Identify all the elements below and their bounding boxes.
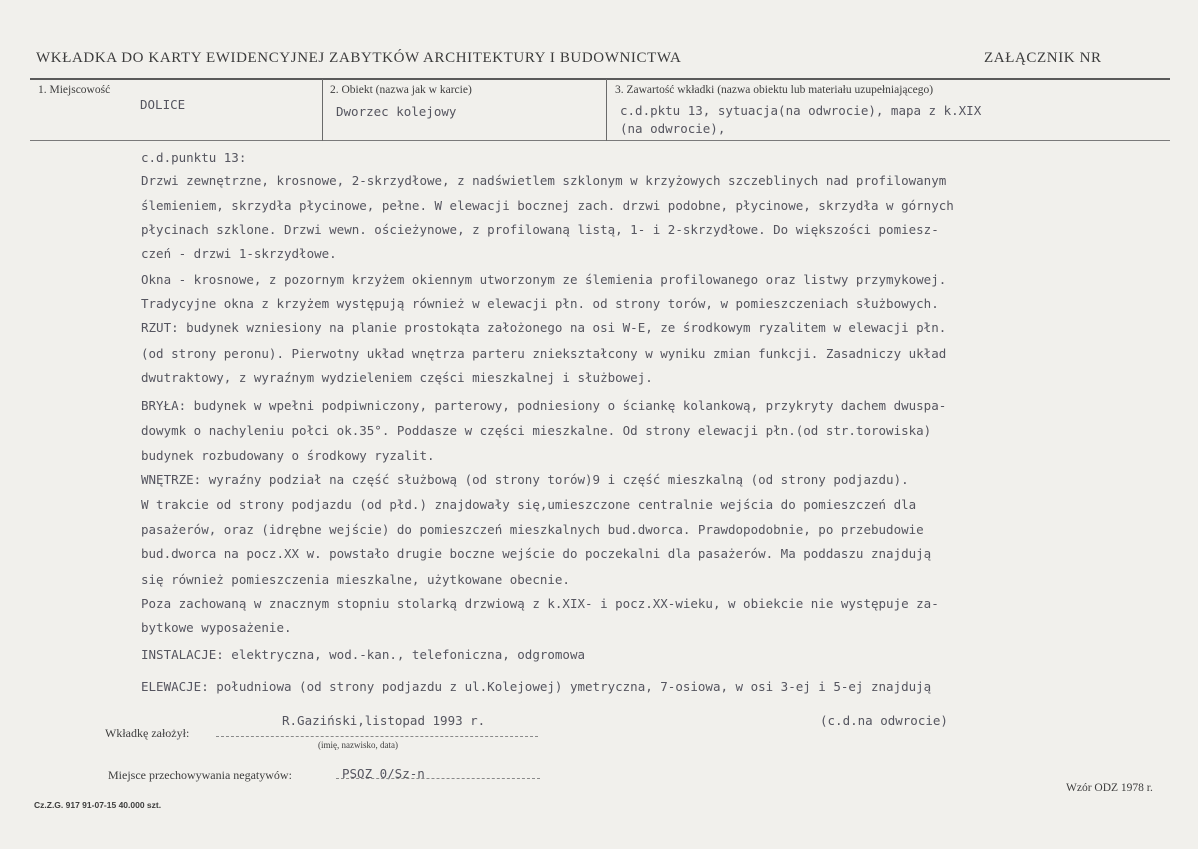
form-title: WKŁADKA DO KARTY EWIDENCYJNEJ ZABYTKÓW ARCHITEKTURY I BUDOWNICTWA	[36, 50, 682, 66]
author-label: Wkładkę założył:	[105, 726, 190, 740]
body-line: W trakcie od strony podjazdu (od płd.) znajdowały się,umieszczone centralnie wejścia do pomieszczeń dla	[141, 497, 917, 512]
body-line: WNĘTRZE: wyraźny podział na część służbową (od strony torów)9 i część mieszkalną (od strony podjazdu).	[141, 472, 909, 487]
print-info: Cz.Z.G. 917 91-07-15 40.000 szt.	[34, 800, 162, 810]
body-line: BRYŁA: budynek w wpełni podpiwniczony, parterowy, podniesiony o ściankę kolankową, przykryty dachem dwuspa-	[141, 398, 947, 413]
body-line: czeń - drzwi 1-skrzydłowe.	[141, 246, 337, 261]
author-value: R.Gaziński,listopad 1993 r.	[282, 713, 486, 728]
body-line: bytkowe wyposażenie.	[141, 620, 292, 635]
body-line: Okna - krosnowe, z pozornym krzyżem okiennym utworzonym ze ślemienia profilowanego oraz listwy przymykowej.	[141, 272, 947, 287]
body-line: INSTALACJE: elektryczna, wod.-kan., telefoniczna, odgromowa	[141, 647, 586, 662]
author-hint: (imię, nazwisko, data)	[318, 740, 398, 750]
body-line: c.d.punktu 13:	[141, 150, 247, 165]
body-line: się również pomieszczenia mieszkalne, użytkowane obecnie.	[141, 572, 570, 587]
negatives-value: PSOZ 0/Sz-n	[342, 766, 425, 781]
object-label: 2. Obiekt (nazwa jak w karcie)	[330, 84, 472, 96]
body-line: Tradycyjne okna z krzyżem występują również w elewacji płn. od strony torów, w pomieszczeniach służbowych.	[141, 296, 939, 311]
body-line: budynek rozbudowany o środkowy ryzalit.	[141, 448, 435, 463]
negatives-dotted-line	[336, 778, 540, 779]
fields-bottom-rule	[30, 140, 1170, 141]
contents-label: 3. Zawartość wkładki (nazwa obiektu lub materiału uzupełniającego)	[615, 84, 934, 96]
body-line: dowymk o nachyleniu połci ok.35°. Poddasze w części mieszkalne. Od strony elewacji płn.(od str.torowiska)	[141, 423, 932, 438]
body-line: Drzwi zewnętrzne, krosnowe, 2-skrzydłowe, z nadświetlem szklonym w krzyżowych szczeblinych nad profilowanym	[141, 173, 947, 188]
annex-label: ZAŁĄCZNIK NR	[984, 50, 1102, 66]
body-line: płycinach szklone. Drzwi wewn. ościeżynowe, z profilowaną listą, 1- i 2-skrzydłowe. Do większości pomiesz-	[141, 222, 939, 237]
contents-value-line-1: c.d.pktu 13, sytuacja(na odwrocie), mapa z k.XIX	[620, 103, 982, 118]
body-line: pasażerów, oraz (idrębne wejście) do pomieszczeń mieszkalnych bud.dworca. Prawdopodobnie, po przebudowie	[141, 522, 924, 537]
body-line: Poza zachowaną w znacznym stopniu stolarką drzwiową z k.XIX- i pocz.XX-wieku, w obiekcie nie występuje za-	[141, 596, 939, 611]
field-divider-1	[322, 79, 323, 141]
object-value: Dworzec kolejowy	[336, 104, 457, 119]
field-divider-2	[606, 79, 607, 141]
continued-note: (c.d.na odwrocie)	[820, 713, 948, 728]
body-line: ślemieniem, skrzydła płycinowe, pełne. W elewacji bocznej zach. drzwi podobne, płycinowe, skrzydła w górnych	[141, 198, 954, 213]
negatives-label: Miejsce przechowywania negatywów:	[108, 768, 292, 782]
body-line: (od strony peronu). Pierwotny układ wnętrza parteru zniekształcony w wyniku zmian funkcji. Zasadniczy układ	[141, 346, 947, 361]
body-line: RZUT: budynek wzniesiony na planie prostokąta założonego na osi W-E, ze środkowym ryzalitem w elewacji płn.	[141, 320, 947, 335]
contents-value-line-2: (na odwrocie),	[620, 121, 726, 136]
top-rule	[30, 78, 1170, 80]
body-line: bud.dworca na pocz.XX w. powstało drugie boczne wejście do poczekalni dla pasażerów. Ma poddaszu znajdują	[141, 546, 932, 561]
locality-value: DOLICE	[140, 97, 186, 112]
form-model: Wzór ODZ 1978 r.	[1066, 782, 1153, 794]
locality-label: 1. Miejscowość	[38, 84, 111, 96]
body-line: dwutraktowy, z wyraźnym wydzieleniem części mieszkalnej i służbowej.	[141, 370, 653, 385]
author-dotted-line	[216, 736, 538, 737]
body-line: ELEWACJE: południowa (od strony podjazdu z ul.Kolejowej) ymetryczna, 7-osiowa, w osi 3-ej i 5-ej znajdują	[141, 679, 932, 694]
